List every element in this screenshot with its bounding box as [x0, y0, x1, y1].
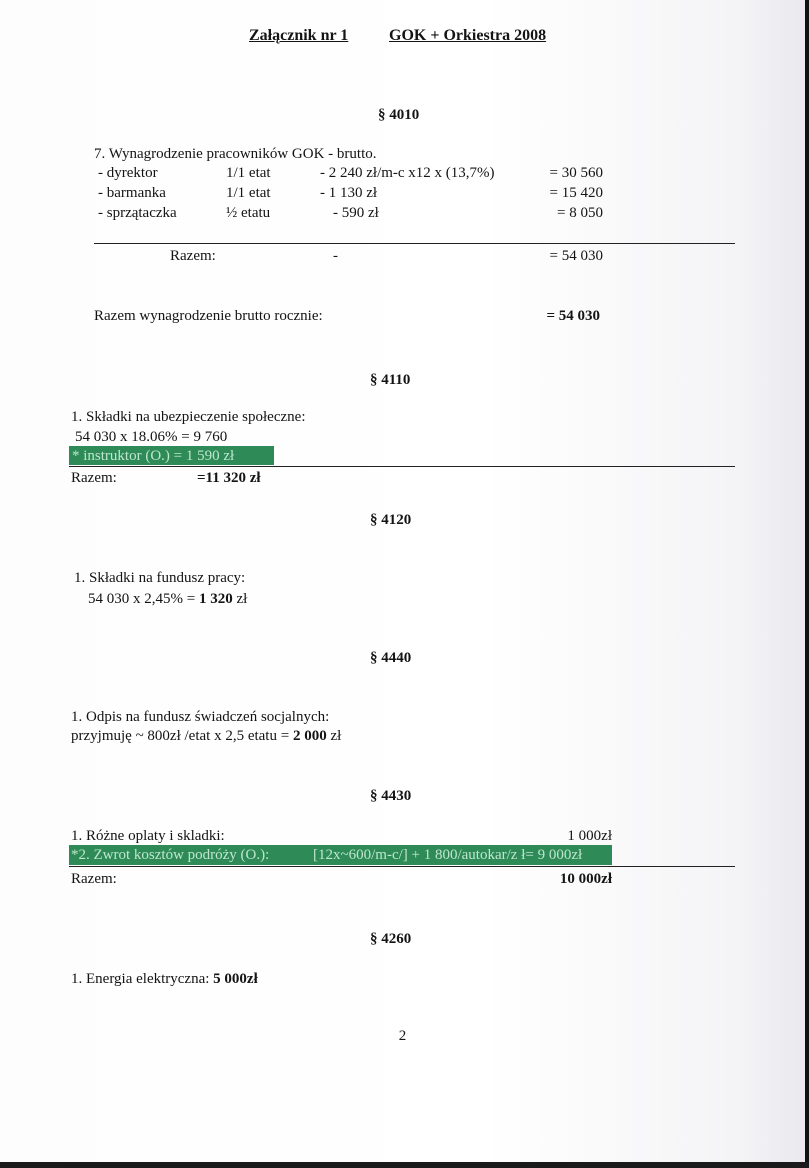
s4110-sum-label: Razem: [71, 470, 117, 486]
page-number: 2 [398, 1028, 407, 1044]
s4010-sum-rule [94, 243, 735, 244]
s4430-item1: 1. Różne oplaty i skladki: [71, 828, 225, 844]
s4010-row-total: = 8 050 [557, 205, 603, 221]
s4010-row-calc: - 590 zł [333, 205, 379, 221]
s4010-row-role: - sprzątaczka [98, 205, 177, 221]
s4430-sum-rule [69, 866, 735, 867]
s4260-item [71, 970, 258, 988]
s4120-calc-text: 54 030 x 2,45% = [88, 591, 199, 607]
s4430-sum-value: 10 000zł [559, 871, 612, 887]
section-4430-heading: § 4430 [370, 788, 412, 804]
s4430-highlight-label: *2. Zwrot kosztów podróży (O.): [71, 847, 270, 863]
scan-bottom-edge [0, 1162, 809, 1168]
section-4010-heading: § 4010 [378, 107, 420, 123]
s4120-calc-unit: zł [232, 591, 248, 607]
s4010-row-etat: ½ etatu [226, 205, 271, 221]
section-4440-heading: § 4440 [370, 650, 412, 666]
s4440-calc-amount: 2 000 [292, 728, 327, 744]
s4440-calc-text: przyjmuję ~ 800zł /etat x 2,5 etatu = [71, 728, 293, 744]
s4110-sum-value: =11 320 zł [197, 470, 261, 486]
s4430-sum-label: Razem: [71, 871, 117, 887]
s4440-item-title: 1. Odpis na fundusz świadczeń socjalnych: [71, 709, 330, 725]
s4430-highlight-calc: [12x~600/m-c/] + 1 800/autokar/z ł= 9 000zł [313, 847, 583, 863]
s4010-annual-label: Razem wynagrodzenie brutto rocznie: [94, 308, 323, 324]
s4010-sum-label: Razem: [170, 248, 216, 264]
s4010-item-title: 7. Wynagrodzenie pracowników GOK - brutto. [94, 146, 377, 162]
s4110-item-title: 1. Składki na ubezpieczenie społeczne: [71, 409, 306, 425]
header-project: GOK + Orkiestra 2008 [389, 27, 547, 44]
s4430-item1-value: 1 000zł [567, 828, 612, 844]
s4010-row-calc: - 1 130 zł [320, 185, 378, 201]
s4260-item-amount: 5 000zł [213, 971, 258, 987]
s4440-calc-unit: zł [326, 728, 342, 744]
s4010-sum-value: = 54 030 [549, 248, 603, 264]
s4120-item-title: 1. Składki na fundusz pracy: [74, 570, 246, 586]
s4440-calc [71, 727, 341, 745]
s4110-highlight-text: * instruktor (O.) = 1 590 zł [72, 448, 235, 464]
s4010-sum-dash: - [333, 248, 338, 264]
s4110-sum-rule [69, 466, 735, 467]
s4110-calc: 54 030 x 18.06% = 9 760 [75, 429, 228, 445]
s4010-row-role: - dyrektor [98, 165, 158, 181]
section-4120-heading: § 4120 [370, 512, 412, 528]
section-4110-heading: § 4110 [370, 372, 411, 388]
s4010-row-etat: 1/1 etat [226, 185, 271, 201]
s4010-annual-value: = 54 030 [546, 308, 600, 324]
s4010-row-etat: 1/1 etat [226, 165, 271, 181]
header-annex: Załącznik nr 1 [249, 27, 349, 44]
s4010-row-total: = 15 420 [549, 185, 603, 201]
s4120-calc [88, 590, 247, 608]
s4260-item-text: 1. Energia elektryczna: [71, 971, 214, 987]
section-4260-heading: § 4260 [370, 931, 412, 947]
s4120-calc-amount: 1 320 [198, 591, 233, 607]
s4010-row-calc: - 2 240 zł/m-c x12 x (13,7%) [320, 165, 495, 181]
s4010-row-role: - barmanka [98, 185, 166, 201]
s4010-row-total: = 30 560 [549, 165, 603, 181]
